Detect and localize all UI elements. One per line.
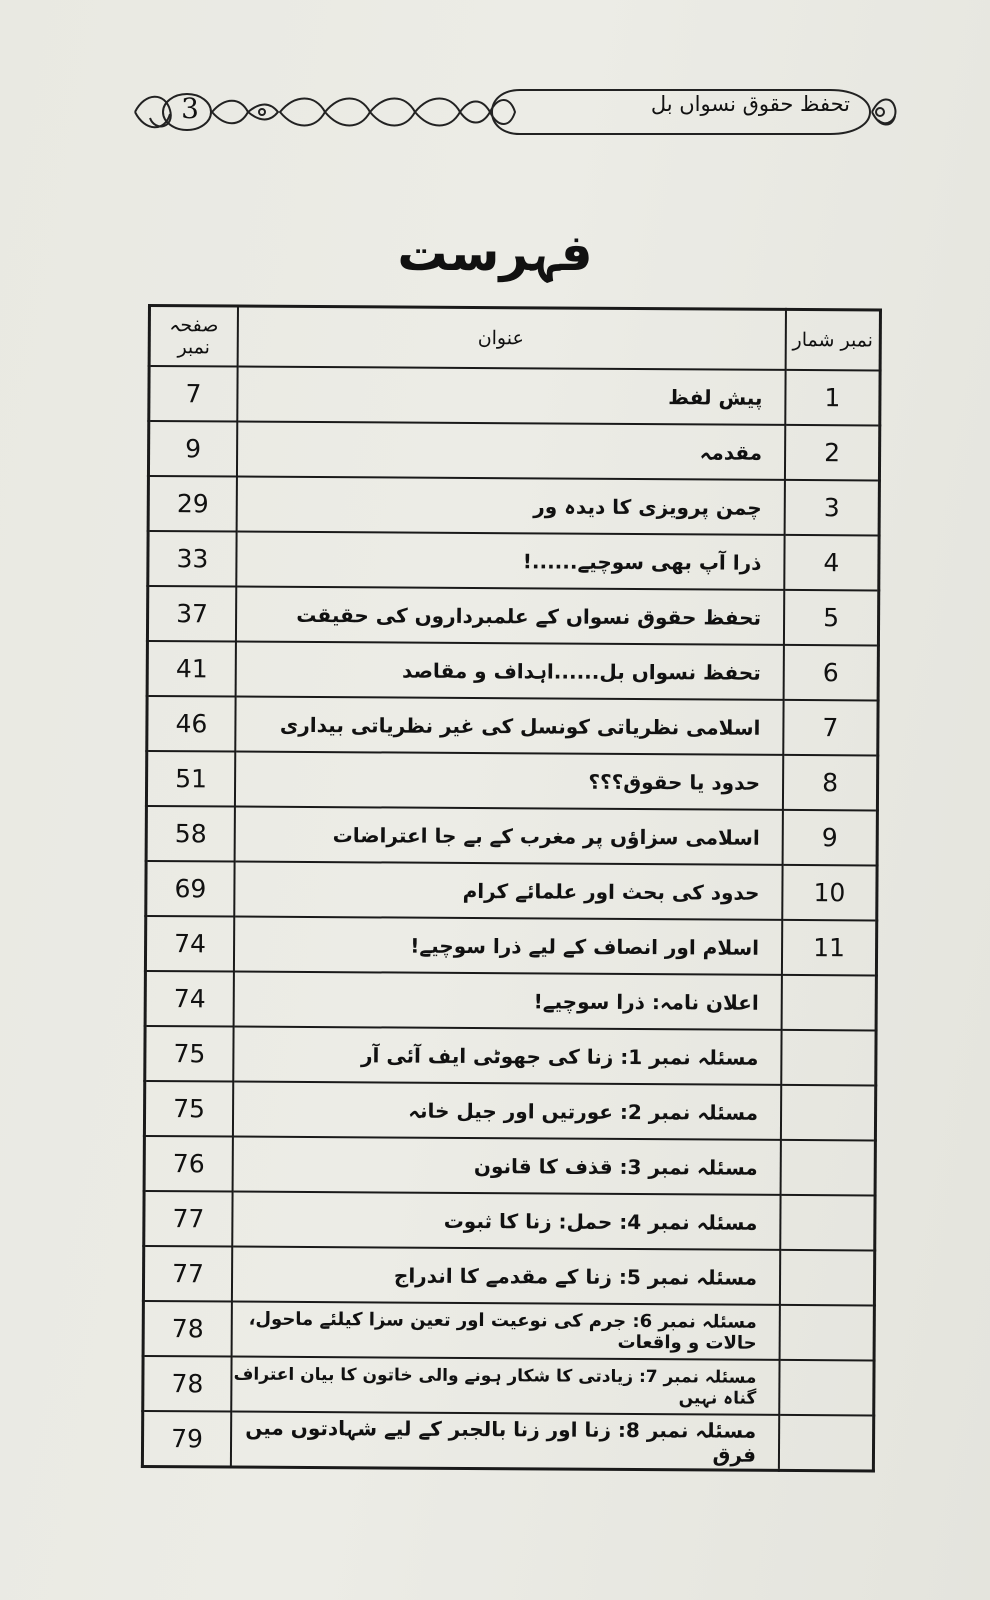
row-title: پیش لفظ [237, 367, 785, 425]
row-number: 11 [782, 920, 877, 976]
row-number: 2 [785, 425, 880, 481]
row-page: 77 [144, 1191, 233, 1247]
row-title: اسلامی سزاؤں پر مغرب کے بے جا اعتراضات [235, 807, 783, 865]
table-row [146, 751, 877, 810]
row-page: 29 [148, 476, 237, 532]
row-number [782, 975, 877, 1031]
row-page: 79 [142, 1411, 231, 1467]
table-row [143, 1246, 874, 1305]
row-title: مسئلہ نمبر 1: زنا کی جھوٹی ایف آئی آر [233, 1027, 781, 1085]
row-number [780, 1305, 875, 1361]
serial-column-header: نمبر شمار [786, 309, 881, 370]
row-title: حدود یا حقوق؟؟؟ [235, 752, 783, 810]
toc-heading: فہرست [397, 224, 593, 282]
table-row [147, 696, 878, 755]
toc-header-row [149, 306, 880, 371]
row-page: 41 [147, 641, 236, 697]
row-title: مسئلہ نمبر 5: زنا کے مقدمے کا اندراج [232, 1247, 780, 1305]
row-page: 75 [144, 1081, 233, 1137]
row-page: 74 [145, 916, 234, 972]
table-row [147, 586, 878, 645]
row-page: 33 [148, 531, 237, 587]
table-row [144, 1191, 875, 1250]
row-title: مسئلہ نمبر 7: زیادتی کا شکار ہونے والی خاتون کا بیان اعتراف گناہ نہیں [231, 1357, 779, 1415]
table-row [145, 971, 876, 1030]
row-title: اسلام اور انصاف کے لیے ذرا سوچیے! [234, 917, 782, 975]
table-row [142, 1411, 873, 1471]
row-number [779, 1360, 874, 1416]
page-column-header: صفحہ نمبر [149, 306, 238, 367]
row-page: 78 [143, 1301, 232, 1357]
row-number [780, 1250, 875, 1306]
row-page: 74 [145, 971, 234, 1027]
row-title: مسئلہ نمبر 2: عورتیں اور جیل خانہ [233, 1082, 781, 1140]
table-row [149, 366, 880, 425]
row-page: 7 [149, 366, 238, 422]
row-page: 51 [146, 751, 235, 807]
row-number: 1 [785, 370, 880, 426]
row-title: تحفظ نسواں بل......اہداف و مقاصد [236, 642, 784, 700]
table-row [148, 476, 879, 535]
row-number [781, 1140, 876, 1196]
row-title: اعلان نامہ: ذرا سوچیے! [234, 972, 782, 1030]
row-number: 5 [784, 590, 879, 646]
table-row [143, 1356, 874, 1415]
row-page: 76 [144, 1136, 233, 1192]
row-page: 46 [147, 696, 236, 752]
table-row [144, 1081, 875, 1140]
table-row [148, 421, 879, 480]
row-title: چمن پرویزی کا دیدہ ور [237, 477, 785, 535]
table-row [148, 531, 879, 590]
table-row [146, 861, 877, 920]
row-number: 9 [783, 810, 878, 866]
row-title: تحفظ حقوق نسواں کے علمبرداروں کی حقیقت [236, 587, 784, 645]
row-title: اسلامی نظریاتی کونسل کی غیر نظریاتی بیداری [235, 697, 783, 755]
table-row [143, 1301, 874, 1360]
table-row [147, 641, 878, 700]
row-number: 3 [785, 480, 880, 536]
row-title: مسئلہ نمبر 8: زنا اور زنا بالجبر کے لیے شہادتوں میں فرق [231, 1412, 779, 1471]
row-title: حدود کی بحث اور علمائے کرام [234, 862, 782, 920]
row-page: 77 [143, 1246, 232, 1302]
row-number: 8 [783, 755, 878, 811]
table-row [146, 806, 877, 865]
row-page: 37 [147, 586, 236, 642]
row-page: 75 [145, 1026, 234, 1082]
row-number [780, 1195, 875, 1251]
row-title: مقدمہ [237, 422, 785, 480]
row-number [781, 1085, 876, 1141]
running-title: تحفظ حقوق نسواں بل [650, 92, 850, 116]
title-column-header: عنوان [238, 306, 786, 370]
row-title: مسئلہ نمبر 3: قذف کا قانون [233, 1137, 781, 1195]
table-row [144, 1136, 875, 1195]
row-number: 4 [784, 535, 879, 591]
row-number [781, 1030, 876, 1086]
row-number: 10 [782, 865, 877, 921]
toc-table [141, 304, 882, 1472]
row-title: مسئلہ نمبر 4: حمل: زنا کا ثبوت [232, 1192, 780, 1250]
row-page: 58 [146, 806, 235, 862]
row-page: 69 [146, 861, 235, 917]
table-row [145, 916, 876, 975]
table-row [145, 1026, 876, 1085]
row-page: 9 [148, 421, 237, 477]
row-number: 7 [783, 700, 878, 756]
row-page: 78 [143, 1356, 232, 1412]
page-number: 3 [181, 92, 199, 125]
row-number [779, 1415, 874, 1471]
row-title: ذرا آپ بھی سوچیے......! [236, 532, 784, 590]
row-number: 6 [784, 645, 879, 701]
row-title: مسئلہ نمبر 6: جرم کی نوعیت اور تعین سزا کیلئے ماحول، حالات و واقعات [232, 1302, 780, 1360]
